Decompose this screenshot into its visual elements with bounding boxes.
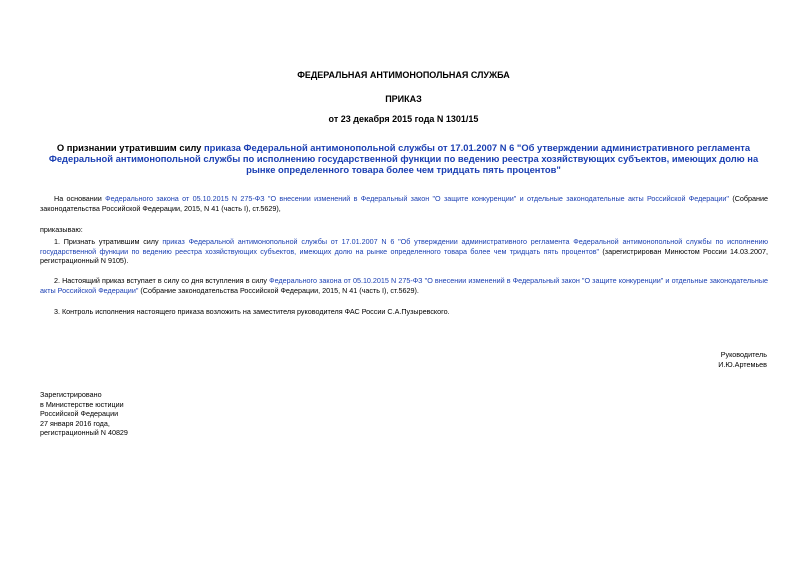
order-word: приказываю: (40, 225, 83, 234)
registration-line-3: Российской Федерации (40, 409, 119, 419)
item-3-paragraph: 3. Контроль исполнения настоящего приказа возложить на заместителя руководителя ФАС России С.А.Пузыревского. (54, 307, 450, 316)
basis-link-law-275[interactable]: Федерального закона от 05.10.2015 N 275-ФЗ "О внесении изменений в Федеральный закон "О защите конкуренции" и отдельные законодательные акты Российской Федерации" (105, 194, 729, 203)
basis-paragraph (40, 194, 768, 213)
item-2-paragraph (40, 276, 768, 295)
signature-role: Руководитель (720, 350, 767, 359)
registration-block (40, 390, 128, 438)
registration-line-4: 27 января 2016 года, (40, 418, 110, 428)
item-2-prefix: 2. Настоящий приказ вступает в силу со дня вступления в силу (54, 276, 270, 285)
item-1-paragraph (40, 237, 768, 266)
agency-heading: ФЕДЕРАЛЬНАЯ АНТИМОНОПОЛЬНАЯ СЛУЖБА (297, 70, 510, 80)
doc-type-heading: ПРИКАЗ (385, 94, 422, 104)
item-1-suffix: (зарегистрирован Минюстом России 14.03.2007, регистрационный N 9105). (40, 246, 768, 266)
registration-line-2: в Министерстве юстиции (40, 399, 124, 409)
item-1-link-order-6[interactable]: приказ Федеральной антимонопольной службы от 17.01.2007 N 6 "Об утверждении административного регламента Федеральной антимонопольной службы по исполнению государственной функции по ведению реестра хозяйствующих субъектов, имеющих долю на рынке определенного товара более чем тридцать пять процентов" (40, 237, 768, 256)
order-title (40, 142, 767, 175)
basis-suffix: (Собрание законодательства Российской Федерации, 2015, N 41 (часть I), ст.5629), (40, 194, 769, 213)
title-prefix: О признании утратившим силу (56, 142, 204, 153)
registration-line-1: Зарегистрировано (40, 390, 102, 399)
basis-prefix: На основании (54, 194, 106, 203)
date-number-heading: от 23 декабря 2015 года N 1301/15 (328, 114, 479, 124)
signature-name: И.Ю.Артемьев (718, 360, 767, 369)
registration-line-5: регистрационный N 40829 (40, 428, 128, 438)
signature-block (718, 350, 767, 370)
title-link-order-6[interactable]: приказа Федеральной антимонопольной службы от 17.01.2007 N 6 "Об утверждении административного регламента Федеральной антимонопольной службы по исполнению государственной функции по ведению реестра хозяйствующих субъектов, имеющих долю на рынке определенного товара более чем тридцать пять процентов" (48, 142, 759, 175)
item-1-prefix: 1. Признать утратившим силу (54, 237, 163, 246)
item-2-link-law-275[interactable]: Федерального закона от 05.10.2015 N 275-ФЗ "О внесении изменений в Федеральный закон "О защите конкуренции" и отдельные законодательные акты Российской Федерации" (40, 276, 768, 295)
item-2-suffix: (Собрание законодательства Российской Федерации, 2015, N 41 (часть I), ст.5629). (138, 285, 419, 295)
